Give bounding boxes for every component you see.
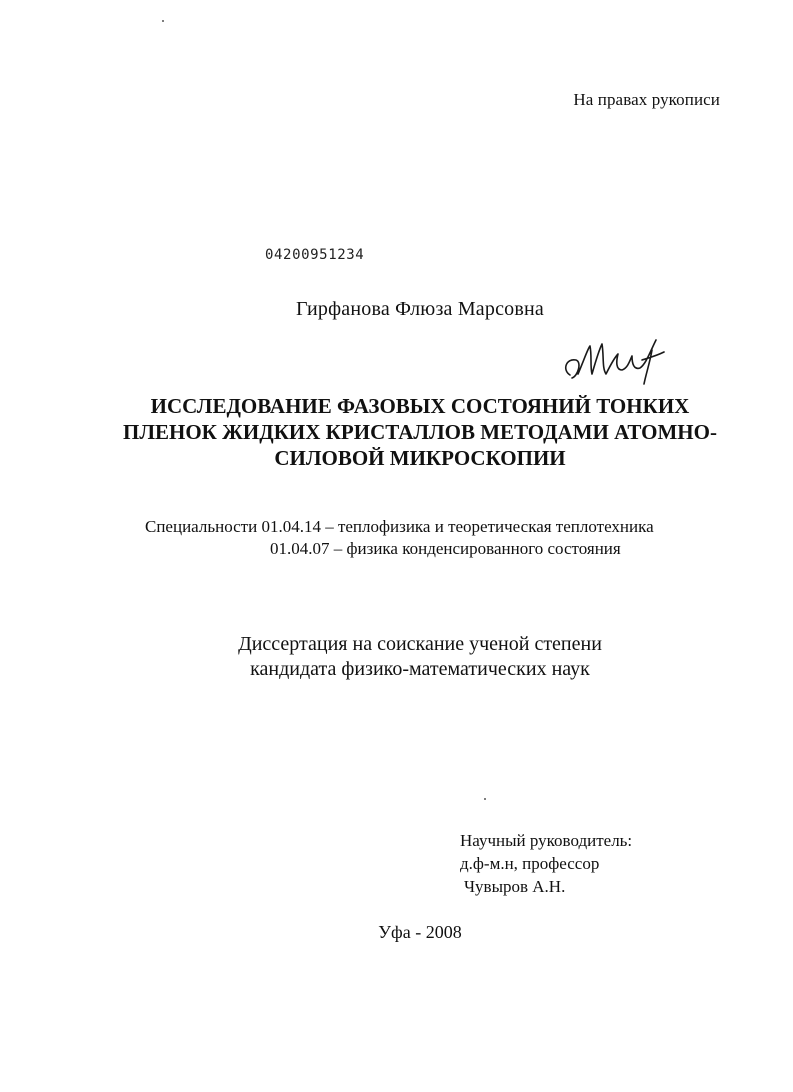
degree-line: Диссертация на соискание ученой степени <box>238 633 602 655</box>
city-year: Уфа - 2008 <box>378 922 462 942</box>
title-line: СИЛОВОЙ МИКРОСКОПИИ <box>274 446 566 470</box>
handwritten-signature <box>560 330 675 390</box>
supervisor-block <box>460 829 632 898</box>
scan-speck <box>484 798 486 800</box>
degree-line: кандидата физико-математических наук <box>250 658 590 680</box>
scan-speck <box>162 20 164 22</box>
supervisor-name: Чувыров А.Н. <box>464 877 566 896</box>
dissertation-title <box>100 393 740 471</box>
rights-note: На правах рукописи <box>573 90 720 109</box>
degree-statement <box>150 632 690 682</box>
specialty-line: Специальности 01.04.14 – теплофизика и теоретическая теплотехника <box>145 517 654 536</box>
title-line: ПЛЕНОК ЖИДКИХ КРИСТАЛЛОВ МЕТОДАМИ АТОМНО- <box>123 420 717 444</box>
catalog-number: 04200951234 <box>265 247 365 263</box>
title-line: ИССЛЕДОВАНИЕ ФАЗОВЫХ СОСТОЯНИЙ ТОНКИХ <box>150 394 690 418</box>
specialty-line: 01.04.07 – физика конденсированного состояния <box>270 539 621 558</box>
supervisor-label: Научный руководитель: <box>460 831 633 850</box>
author-name: Гирфанова Флюза Марсовна <box>296 298 544 320</box>
supervisor-degree: д.ф-м.н, профессор <box>460 854 600 873</box>
